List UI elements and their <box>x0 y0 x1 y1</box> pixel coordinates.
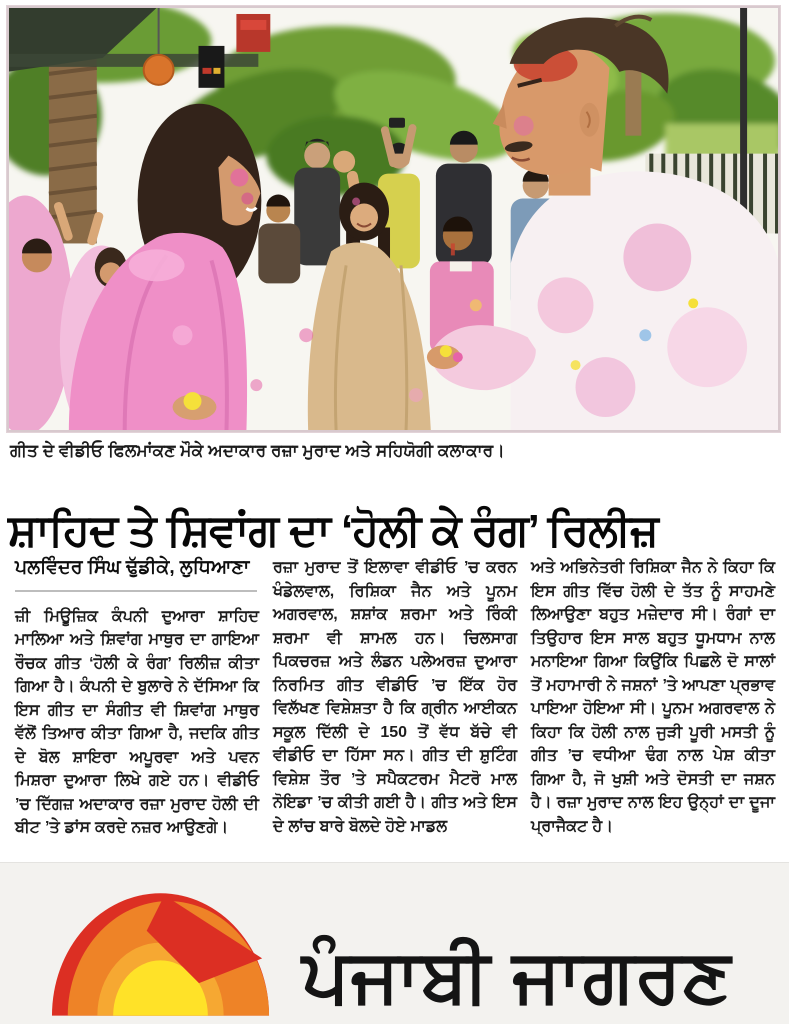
article-photo <box>6 5 781 433</box>
article-column-3 <box>531 556 775 838</box>
holi-scene-illustration <box>7 6 780 432</box>
lantern <box>144 55 174 85</box>
body-paragraph-2: ਰਜ਼ਾ ਮੁਰਾਦ ਤੋਂ ਇਲਾਵਾ ਵੀਡੀਓ ’ਚ ਕਰਨ ਖੰਡੇਲਵਾਲ, ਰਿਸ਼ਿਕਾ ਜੈਨ ਅਤੇ ਪੂਨਮ ਅਗਰਵਾਲ, ਸ਼ਸ਼ਾਂਕ ਸ਼ਰਮਾ ਅਤੇ ਰਿੰਕੀ ਸ਼ਰਮਾ ਵੀ ਸ਼ਾਮਲ ਹਨ। ਚਿਲਸਾਗ ਪਿਕਚਰਜ਼ ਅਤੇ ਲੰਡਨ ਪਲੇਅਰਜ਼ ਦੁਆਰਾ ਨਿਰਮਿਤ ਗੀਤ ਵੀਡੀਓ ’ਚ ਇੱਕ ਹੋਰ ਵਿਲੱਖਣ ਵਿਸ਼ੇਸ਼ਤਾ ਹੈ ਕਿ ਗ੍ਰੀਨ ਆਈਕਨ ਸਕੂਲ ਦਿੱਲੀ ਦੇ 150 ਤੋਂ ਵੱਧ ਬੱਚੇ ਵੀ ਵੀਡੀਓ ਦਾ ਹਿੱਸਾ ਸਨ। ਗੀਤ ਦੀ ਸ਼ੁਟਿੰਗ ਵਿਸ਼ੇਸ਼ ਤੌਰ ’ਤੇ ਸਪੈਕਟਰਮ ਮੈਟਰੋ ਮਾਲ ਨੋਇਡਾ ’ਚ ਕੀਤੀ ਗਈ ਹੈ। ਗੀਤ ਅਤੇ ਇਸ ਦੇ ਲਾਂਚ ਬਾਰੇ ਬੋਲਦੇ ਹੋਏ ਮਾਡਲ <box>273 559 517 835</box>
masthead-footer <box>0 862 789 1024</box>
article-column-2 <box>273 556 517 838</box>
article-byline: ਪਲਵਿੰਦਰ ਸਿੰਘ ਢੁੱਡੀਕੇ, ਲੁਧਿਆਣਾ <box>15 557 250 578</box>
body-paragraph-1: ਜ਼ੀ ਮਿਊਜ਼ਿਕ ਕੰਪਨੀ ਦੁਆਰਾ ਸ਼ਾਹਿਦ ਮਾਲਿਆ ਅਤੇ ਸ਼ਿਵਾਂਗ ਮਾਥੁਰ ਦਾ ਗਾਇਆ ਰੌਚਕ ਗੀਤ ‘ਹੋਲੀ ਕੇ ਰੰਗ’ ਰਿਲੀਜ਼ ਕੀਤਾ ਗਿਆ ਹੈ। ਕੰਪਨੀ ਦੇ ਬੁਲਾਰੇ ਨੇ ਦੱਸਿਆ ਕਿ ਇਸ ਗੀਤ ਦਾ ਸੰਗੀਤ ਵੀ ਸ਼ਿਵਾਂਗ ਮਾਥੁਰ ਵੱਲੋਂ ਤਿਆਰ ਕੀਤਾ ਗਿਆ ਹੈ, ਜਦਕਿ ਗੀਤ ਦੇ ਬੋਲ ਸ਼ਾਇਰਾ ਅਪੂਰਵਾ ਅਤੇ ਪਵਨ ਮਿਸ਼ਰਾ ਦੁਆਰਾ ਲਿਖੇ ਗਏ ਹਨ। ਵੀਡੀਓ ’ਚ ਦਿੱਗਜ਼ ਅਦਾਕਾਰ ਰਜ਼ਾ ਮੁਰਾਦ ਹੋਲੀ ਦੀ ਬੀਟ ’ਤੇ ਡਾਂਸ ਕਰਦੇ ਨਜ਼ਰ ਆਉਣਗੇ। <box>15 607 259 837</box>
brand-wordmark: ਪੰਜਾਬੀ ਜਾਗਰਣ <box>302 933 732 1017</box>
article-column-1 <box>15 556 259 840</box>
body-paragraph-3: ਅਤੇ ਅਭਿਨੇਤਰੀ ਰਿਸ਼ਿਕਾ ਜੈਨ ਨੇ ਕਿਹਾ ਕਿ ਇਸ ਗੀਤ ਵਿੱਚ ਹੋਲੀ ਦੇ ਤੱਤ ਨੂੰ ਸਾਹਮਣੇ ਲਿਆਉਣਾ ਬਹੁਤ ਮਜ਼ੇਦਾਰ ਸੀ। ਰੰਗਾਂ ਦਾ ਤਿਉਹਾਰ ਇਸ ਸਾਲ ਬਹੁਤ ਧੂਮਧਾਮ ਨਾਲ ਮਨਾਇਆ ਗਿਆ ਕਿਉਂਕਿ ਪਿਛਲੇ ਦੋ ਸਾਲਾਂ ਤੋਂ ਮਹਾਮਾਰੀ ਨੇ ਜਸ਼ਨਾਂ ’ਤੇ ਆਪਣਾ ਪ੍ਰਭਾਵ ਪਾਇਆ ਹੋਇਆ ਸੀ। ਪੂਨਮ ਅਗਰਵਾਲ ਨੇ ਕਿਹਾ ਕਿ ਹੋਲੀ ਨਾਲ ਜੁੜੀ ਪੂਰੀ ਮਸਤੀ ਨੂੰ ਗੀਤ ’ਚ ਵਧੀਆ ਢੰਗ ਨਾਲ ਪੇਸ਼ ਕੀਤਾ ਗਿਆ ਹੈ, ਜੋ ਖੁਸ਼ੀ ਅਤੇ ਦੋਸਤੀ ਦਾ ਜਸ਼ਨ ਹੈ। ਰਜ਼ਾ ਮੁਰਾਦ ਨਾਲ ਇਹ ਉਨ੍ਹਾਂ ਦਾ ਦੂਜਾ ਪ੍ਰਾਜੈਕਟ ਹੈ। <box>531 559 775 835</box>
byline-rule <box>15 590 257 592</box>
photo-caption: ਗੀਤ ਦੇ ਵੀਡੀਓ ਫਿਲਮਾਂਕਣ ਮੌਕੇ ਅਦਾਕਾਰ ਰਜ਼ਾ ਮੁਰਾਦ ਅਤੇ ਸਹਿਯੋਗੀ ਕਲਾਕਾਰ। <box>10 441 505 460</box>
article-body <box>15 556 777 840</box>
rising-sun-logo-icon <box>50 885 272 1017</box>
article-headline: ਸ਼ਾਹਿਦ ਤੇ ਸ਼ਿਵਾਂਗ ਦਾ ‘ਹੋਲੀ ਕੇ ਰੰਗ’ ਰਿਲੀਜ਼ <box>8 506 658 556</box>
brand-logo <box>0 863 789 1017</box>
